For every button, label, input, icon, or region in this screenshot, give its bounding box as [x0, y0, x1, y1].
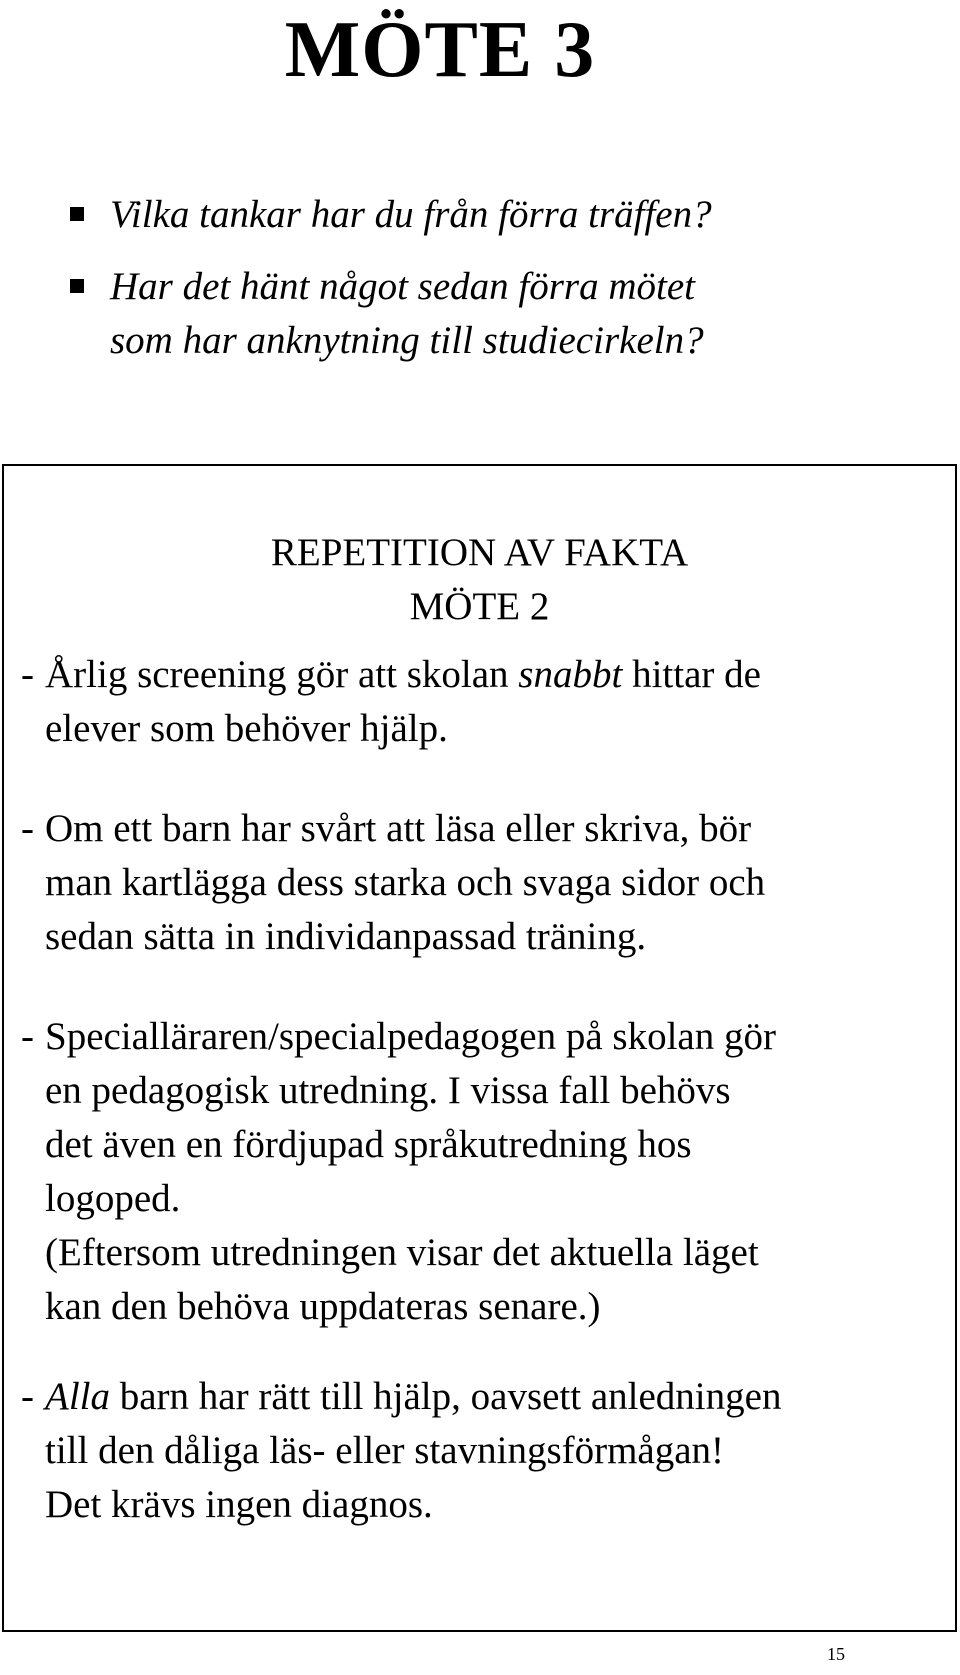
fact-line: man kartlägga dess starka och svaga sidor och	[45, 861, 766, 904]
dash-marker: -	[21, 653, 34, 696]
fact-item-rights	[21, 1370, 951, 1532]
question-text: Vilka tankar har du från förra träffen?	[110, 193, 712, 236]
square-bullet-icon	[70, 207, 84, 221]
question-item	[70, 188, 930, 242]
fact-line: logoped.	[45, 1177, 181, 1220]
question-text-line: Har det hänt något sedan förra mötet	[110, 265, 695, 308]
fact-line: (Eftersom utredningen visar det aktuella läget	[45, 1231, 759, 1274]
fact-text: barn har rätt till hjälp, oavsett anledningen	[110, 1375, 782, 1418]
fact-line: det även en fördjupad språkutredning hos	[45, 1123, 692, 1166]
fact-line: Specialläraren/specialpedagogen på skolan gör	[45, 1015, 776, 1058]
dash-marker: -	[21, 1375, 34, 1418]
page-title: MÖTE 3	[284, 6, 596, 94]
fact-line: Det krävs ingen diagnos.	[45, 1483, 433, 1526]
box-title-line: REPETITION AV FAKTA	[270, 531, 689, 574]
fact-line	[21, 1370, 951, 1424]
dash-marker: -	[21, 807, 34, 850]
fact-line: sedan sätta in individanpassad träning.	[45, 915, 647, 958]
page-number: 15	[827, 1644, 845, 1664]
box-title	[4, 526, 955, 634]
fact-item-screening	[21, 648, 951, 756]
reflection-questions	[70, 188, 930, 386]
fact-line: en pedagogisk utredning. I vissa fall behövs	[45, 1069, 731, 1112]
fact-line: kan den behöva uppdateras senare.)	[45, 1285, 601, 1328]
square-bullet-icon	[70, 279, 84, 293]
emphasis-text: Alla	[45, 1375, 110, 1418]
fact-line	[21, 648, 951, 702]
fact-item-mapping	[21, 802, 951, 964]
emphasis-text: snabbt	[518, 653, 623, 696]
question-item	[70, 260, 930, 368]
fact-text: Årlig screening gör att skolan	[45, 653, 519, 696]
fact-line: Om ett barn har svårt att läsa eller skriva, bör	[45, 807, 752, 850]
fact-line: till den dåliga läs- eller stavningsförmågan!	[45, 1429, 725, 1472]
fact-text: hittar de	[622, 653, 761, 696]
fact-item-assessment	[21, 1010, 951, 1334]
fact-line: elever som behöver hjälp.	[45, 707, 448, 750]
dash-marker: -	[21, 1015, 34, 1058]
box-title-line: MÖTE 2	[409, 585, 550, 628]
question-text-line: som har anknytning till studiecirkeln?	[110, 319, 704, 362]
fact-repetition-box	[2, 464, 957, 1632]
